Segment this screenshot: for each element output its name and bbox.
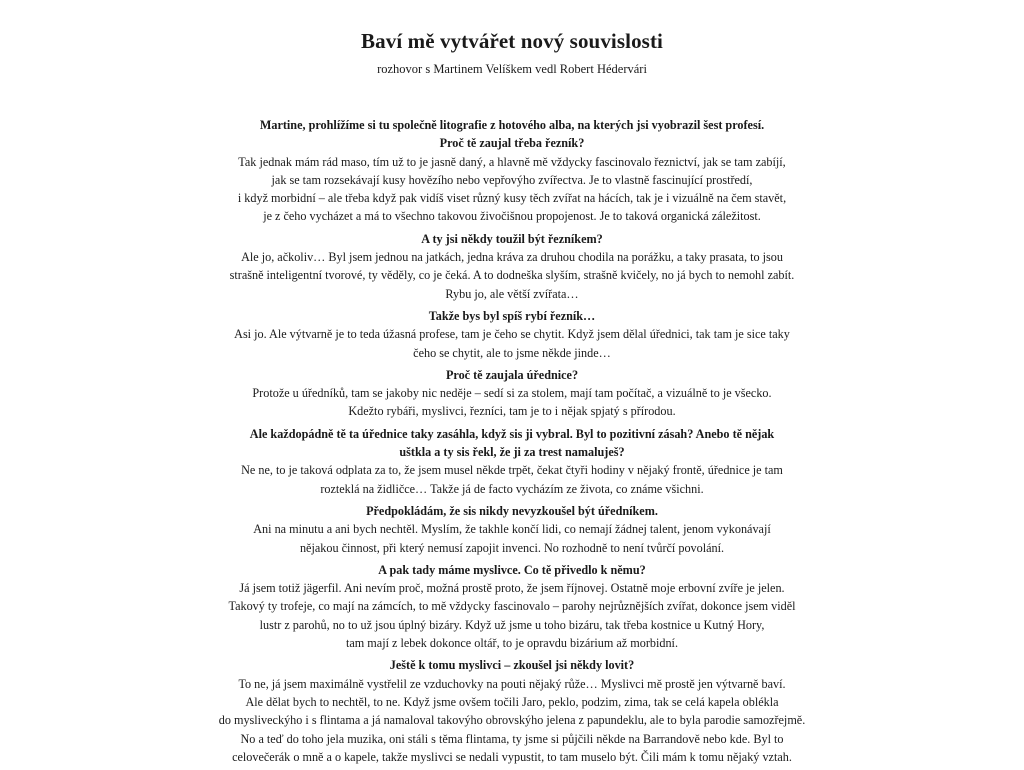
- page-title: Baví mě vytvářet nový souvislosti: [361, 29, 663, 53]
- answer-line: Rybu jo, ale větší zvířata…: [445, 286, 579, 301]
- question-line: A ty jsi někdy toužil být řezníkem?: [421, 231, 603, 246]
- answer-line: Ani na minutu a ani bych nechtěl. Myslím, že takhle končí lidi, co nemají žádnej talent, jenom vykonávají: [253, 522, 771, 537]
- answer-line: Ale dělat bych to nechtěl, to ne. Když jsme ovšem točili Jaro, peklo, podzim, zima, tak se celá kapela oblékla: [245, 694, 779, 709]
- qa-block: [40, 230, 984, 303]
- answer-line: strašně inteligentní tvorové, ty věděly, co je čeká. A to dodneška slyším, strašně kvičely, no já bych to nemohl zabít.: [229, 268, 795, 283]
- answer-line: nějakou činnost, při který nemusí zapojit invenci. No rozhodně to není tvůrčí povolání.: [299, 540, 725, 555]
- qa-block: [40, 425, 984, 498]
- qa-block: [40, 656, 984, 766]
- answer-line: čeho se chytit, ale to jsme někde jinde…: [413, 345, 611, 360]
- qa-block: [40, 366, 984, 421]
- question-line: Martine, prohlížíme si tu společně litografie z hotového alba, na kterých jsi vyobrazil šest profesí.: [259, 118, 765, 132]
- answer-line: rozteklá na židličce… Takže já de facto vycházím ze života, co známe všichni.: [320, 481, 704, 496]
- question-line: A pak tady máme myslivce. Co tě přivedlo k němu?: [378, 562, 646, 577]
- answer-line: i když morbidní – ale třeba když pak vidíš viset různý kusy těch zvířat na hácích, tak je i vizuálně na čem stavět,: [237, 191, 787, 206]
- qa-block: [40, 307, 984, 362]
- answer-line: Ne ne, to je taková odplata za to, že jsem musel někde trpět, čekat čtyři hodiny v nějaký frontě, úřednice je tam: [241, 463, 783, 478]
- answer-line: Takový ty trofeje, co mají na zámcích, to mě vždycky fascinovalo – parohy nejrůznějších zvířat, dokonce jsem viděl: [228, 599, 796, 614]
- interview-body: [40, 116, 984, 770]
- answer-line: je z čeho vycházet a má to všechno takovou živočišnou propojenost. Je to taková organická záležitost.: [263, 209, 761, 224]
- question-line: uštkla a ty sis řekl, že ji za trest namaluješ?: [399, 445, 625, 460]
- answer-line: To ne, já jsem maximálně vystřelil ze vzduchovky na pouti nějaký růže… Myslivci mě prostě jen výtvarně baví.: [238, 676, 786, 691]
- answer-line: tam mají z lebek dokonce oltář, to je opravdu bizárium až morbidní.: [345, 636, 678, 651]
- answer-line: Asi jo. Ale výtvarně je to teda úžasná profese, tam je čeho se chytit. Když jsem dělal úřednici, tak tam je sice taky: [234, 327, 790, 342]
- answer-line: lustr z parohů, no to už jsou úplný bizáry. Když už jsme u toho bizáru, tak třeba kostnice u Kutný Hory,: [259, 617, 765, 632]
- answer-line: Tak jednak mám rád maso, tím už to je jasně daný, a hlavně mě vždycky fascinovalo řeznictví, jak se tam zabíjí,: [238, 154, 786, 169]
- qa-block: [40, 116, 984, 226]
- question-line: Předpokládám, že sis nikdy nevyzkoušel být úředníkem.: [366, 503, 658, 518]
- answer-line: jak se tam rozsekávají kusy hovězího nebo vepřovýho zvířectva. Je to vlastně fascinující prostředí,: [271, 172, 753, 187]
- answer-line: Protože u úředníků, tam se jakoby nic neděje – sedí si za stolem, mají tam počítač, a vizuálně to je všecko.: [252, 386, 772, 401]
- question-line: Proč tě zaujala úřednice?: [445, 367, 579, 382]
- answer-line: No a teď do toho jela muzika, oni stáli s těma flintama, ty jsme si půjčili někde na Barrandově nebo kde. Byl to: [240, 731, 784, 746]
- question-line: Ale každopádně tě ta úřednice taky zasáhla, když sis ji vybral. Byl to pozitivní zásah? Anebo tě nějak: [249, 426, 775, 441]
- answer-line: Ale jo, ačkoliv… Byl jsem jednou na jatkách, jedna kráva za druhou chodila na porážku, a taky prasata, to jsou: [241, 250, 783, 265]
- qa-block: [40, 502, 984, 557]
- answer-line: celovečerák o mně a o kapele, takže myslivci se nedali vypustit, to tam muselo být. Čili mám k tomu nějaký vztah.: [232, 749, 792, 764]
- answer-line: Já jsem totiž jägerfil. Ani nevím proč, možná prostě proto, že jsem říjnovej. Ostatně moje erbovní zvíře je jelen.: [239, 581, 785, 596]
- qa-block: [40, 561, 984, 652]
- page-subtitle: rozhovor s Martinem Velíškem vedl Robert Hédervári: [377, 62, 647, 76]
- question-line: Takže bys byl spíš rybí řezník…: [428, 308, 596, 323]
- question-line: Proč tě zaujal třeba řezník?: [439, 136, 585, 151]
- answer-line: do mysliveckýho i s flintama a já namaloval takovýho obrovskýho jelena z papundeklu, ale to byla parodie samozřejmě.: [218, 713, 806, 728]
- answer-line: Kdežto rybáři, myslivci, řezníci, tam je to i nějak spjatý s přírodou.: [348, 404, 676, 419]
- question-line: Ještě k tomu myslivci – zkoušel jsi někdy lovit?: [389, 658, 635, 673]
